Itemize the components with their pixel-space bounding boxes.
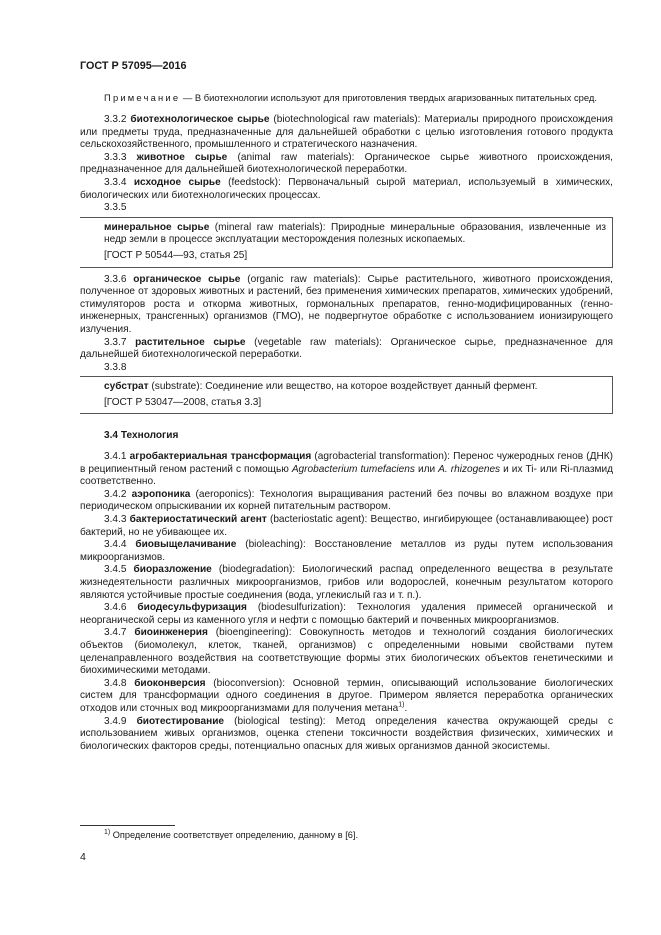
entry-number: 3.3.4 (104, 176, 134, 188)
page-number: 4 (80, 851, 86, 863)
entry-definition: (aeroponics): Технология выращивания растений без почвы во влажном воздухе при периодическом опрыскивании их корней питательным раствором. (80, 488, 613, 513)
entry-term: биодесульфуризация (137, 602, 247, 614)
entry-3-4-1 (80, 451, 613, 489)
entry-definition: (biological testing): Метод определения качества окружающей среды с использованием живых организмов, оценка степени токсичности воздействия физических, химических и биологических факторов среды, потенциально опасных для живых организмов данной экосистемы. (80, 715, 613, 752)
entry-term: растительное сырье (135, 336, 246, 348)
entry-number: 3.4.9 (104, 715, 137, 727)
entry-number: 3.4.6 (104, 602, 138, 614)
footnote (104, 829, 358, 842)
entry-definition: (bioleaching): Восстановление металлов из руды путем использования микроорганизмов. (80, 539, 613, 563)
entry-term: животное сырье (136, 151, 228, 163)
entry-term: органическое сырье (133, 273, 241, 285)
entry-definition: (vegetable raw materials): Органическое сырье, предназначенное для дальнейшей биотехнологической переработки. (80, 336, 614, 361)
entry-term: биовыщелачивание (135, 539, 237, 551)
entry-term: минеральное сырье (104, 221, 210, 233)
entry-term: биоразложение (133, 564, 212, 576)
entry-3-4-4 (80, 539, 613, 564)
entry-3-4-2 (80, 489, 613, 514)
species-name: A. rhizogenes (438, 463, 501, 475)
entry-definition: (bacteriostatic agent): Вещество, ингибирующее (останавливающее) рост бактерий, но не убивающее их. (80, 514, 613, 538)
note (80, 92, 613, 104)
entry-term: биоинженерия (134, 627, 208, 639)
entry-reference: [ГОСТ Р 53047—2008, статья 3.3] (104, 396, 262, 408)
entry-number: 3.4.5 (104, 564, 134, 576)
entry-3-4-9 (80, 716, 613, 754)
entry-term: исходное сырье (133, 176, 221, 188)
entry-3-4-5 (80, 564, 613, 602)
section-title: 3.4 Технология (104, 430, 179, 442)
entry-term: субстрат (104, 381, 149, 393)
entry-definition: (animal raw materials): Органическое сырье животного происхождения, предназначенное для дальнейшей биотехнологической переработки. (80, 151, 613, 176)
entry-reference: [ГОСТ Р 50544—93, статья 25] (104, 249, 248, 261)
entry-definition: (biodegradation): Биологический распад определенного вещества в результате жизнедеятельности различных микроорганизмов, грибов или водорослей, конечным результатом которого являются устойчивые простые соединения (вода, углекислый газ и т. п.). (80, 564, 613, 601)
entry-definition-end: . (404, 702, 408, 714)
entry-definition: (feedstock): Первоначальный сырой материал, используемый в химических, биологических или биотехнологических процессах. (80, 176, 613, 201)
entry-number: 3.3.6 (104, 273, 134, 285)
entry-definition: (biotechnological raw materials): Материалы природного происхождения или предметы труда, предназначенные для дальнейшей обработки с целью изготовления готового продукта сельскохозяйственного, промышленного и стратегического назначения. (80, 114, 613, 151)
entry-3-4-7 (80, 627, 613, 677)
entry-term: биотехнологическое сырье (130, 114, 270, 125)
entry-number: 3.4.2 (104, 488, 132, 500)
entry-term: бактериостатический агент (129, 514, 267, 526)
entry-number: 3.3.3 (104, 151, 137, 163)
entry-3-3-5 (104, 222, 606, 247)
entry-term: аэропоника (131, 488, 191, 500)
entry-3-4-3 (80, 514, 613, 539)
entry-number: 3.3.7 (104, 336, 136, 348)
entry-definition: и их Ti- или Ri-плазмид соответственно. (80, 463, 613, 488)
entry-number: 3.4.1 (104, 451, 130, 463)
species-name: Agrobacterium tumefaciens (291, 463, 415, 475)
entry-3-3-7 (80, 337, 613, 362)
entry-3-3-8-box (80, 376, 613, 414)
entry-number: 3.4.7 (104, 627, 135, 639)
entry-3-4-8 (80, 678, 613, 716)
entry-3-3-3 (80, 152, 613, 177)
entry-term: биоконверсия (134, 677, 206, 689)
entry-definition: (agrobacterial transformation): Перенос чужеродных генов (ДНК) в реципиентный геном растений с помощью (80, 451, 613, 475)
entry-number: 3.4.4 (104, 539, 136, 551)
note-text: — В биотехнологии используют для приготовления твердых агаризованных питательных сред. (180, 92, 597, 103)
entry-3-3-6 (80, 274, 613, 337)
entry-definition: или (414, 463, 439, 475)
entry-3-3-5-box (80, 217, 613, 268)
document-body (80, 92, 613, 753)
entry-definition: (bioengineering): Совокупность методов и технологий создания биологических объектов (биомолекул, клеток, тканей, организмов) с определенными новыми свойствами путем целенаправленного воздействия на соответствующие формы этих биологических объектов генетическими и биохимическими методами. (80, 627, 613, 677)
entry-definition: (biodesulfurization): Технология удаления примесей органической и неорганической серы из каменного угля и нефти с помощью бактерий и почвенных микроорганизмов. (80, 602, 613, 626)
entry-3-4-6 (80, 602, 613, 627)
note-label: Примечание (104, 92, 181, 103)
footnote-marker: 1) (104, 828, 111, 836)
entry-number: 3.3.2 (104, 114, 131, 125)
entry-term: биотестирование (136, 715, 225, 727)
entry-definition: (bioconversion): Основной термин, описывающий использование биологических систем для трансформации одного соединения в другое. Примером является переработка органических отходов или сточных вод микроорганизмами для получения метана (80, 677, 613, 714)
entry-3-3-4 (80, 177, 613, 202)
footnote-marker[interactable]: 1) (398, 701, 405, 709)
footnote-separator (80, 825, 175, 826)
entry-3-3-2 (80, 114, 613, 152)
entry-term: агробактериальная трансформация (129, 451, 312, 463)
entry-number: 3.4.3 (104, 514, 130, 526)
entry-3-3-8-number: 3.3.8 (104, 361, 127, 373)
entry-definition: (mineral raw materials): Природные минеральные образования, извлеченные из недр земли в процессе эксплуатации месторождения полезных ископаемых. (104, 221, 606, 246)
entry-3-3-8 (104, 381, 606, 394)
document-header: ГОСТ Р 57095—2016 (80, 60, 187, 72)
entry-definition: (substrate): Соединение или вещество, на которое воздействует данный фермент. (148, 381, 538, 393)
entry-definition: (organic raw materials): Сырье растительного, животного происхождения, полученное от здоровых животных и растений, без применения химических препаратов, химических удобрений, стимуляторов роста и откорма животных, гормональных препаратов, генно-модифицированных (генно-инженерных, трансгенных) организмов (ГМО), не подвергнутое обработке с использованием ионизирующего излучения. (80, 273, 613, 335)
entry-number: 3.4.8 (104, 677, 135, 689)
entry-3-3-5-number: 3.3.5 (104, 202, 127, 214)
footnote-text: Определение соответствует определению, данному в [6]. (110, 830, 359, 840)
